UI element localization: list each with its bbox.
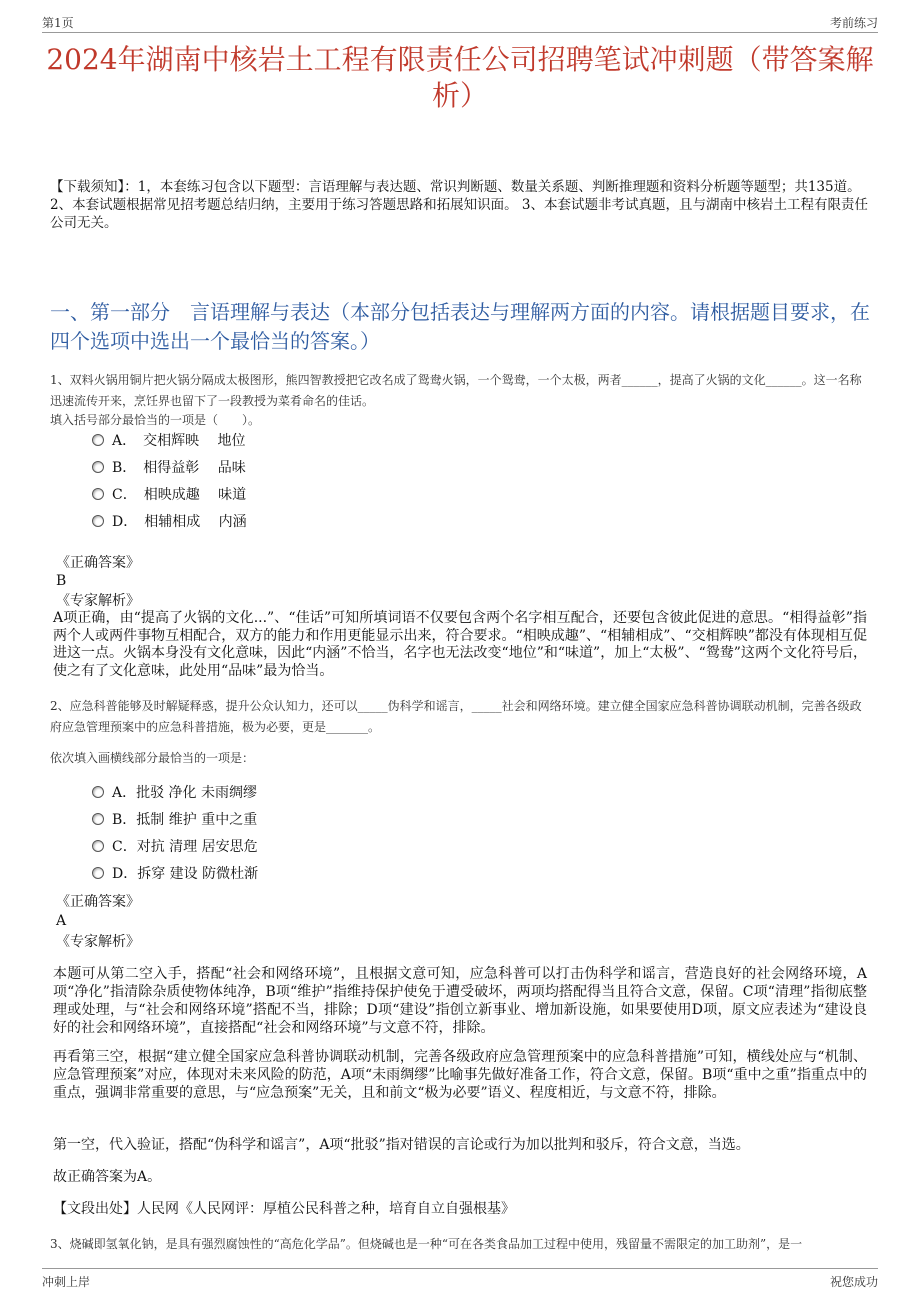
question-2-analysis-p1: 本题可从第二空入手，搭配“社会和网络环境”，且根据文意可知，应急科普可以打击伪科学和谣言，营造良好的社会网络环境，A项“净化”指清除杂质使物体纯净，B项“维护”指维持保护使免于遭受破坏，两项均搭配得当且符合文意，保留。C项“清理”指彻底整理或处理，与“社会和网络环境”搭配不当，排除；D项“建设”指创立新事业、增加新设施，如果要使用D项，原文应表述为“建设良好的社会和网络环境”，直接搭配“社会和网络环境”与文意不符，排除。 — [53, 966, 867, 1036]
question-2-prompt: 依次填入画横线部分最恰当的一项是： — [50, 751, 255, 765]
page-number: 第1页 — [42, 16, 74, 30]
page-header — [42, 14, 878, 33]
question-2-answer-label: 《正确答案》 — [56, 894, 140, 910]
question-1-answer-label: 《正确答案》 — [56, 555, 140, 571]
question-1-option-c[interactable]: C． 相映成趣 味道 — [92, 485, 246, 505]
question-2-option-c[interactable]: C．对抗 清理 居安思危 — [92, 837, 258, 857]
page-footer — [42, 1268, 878, 1293]
radio-icon[interactable] — [92, 488, 104, 500]
radio-icon[interactable] — [92, 813, 104, 825]
question-1-analysis: A项正确，由“提高了火锅的文化...”、“佳话”可知所填词语不仅要包含两个名字相互配合，还要包含彼此促进的意思。“相得益彰”指两个人或两件事物互相配合，双方的能力和作用更能显示出来，符合要求。“相映成趣”、“相辅相成”、“交相辉映”都没有体现相互促进这一点。火锅本身没有文化意味，因此“内涵”不恰当，名字也无法改变“地位”和“味道”，加上“太极”、“鸳鸯”这两个文化符号后，使之有了文化意味，此处用“品味”最为恰当。 — [53, 610, 867, 679]
question-2-analysis-p3: 第一空，代入验证，搭配“伪科学和谣言”，A项“批驳”指对错误的言论或行为加以批判和驳斥，符合文意，当选。 — [53, 1137, 750, 1153]
question-2-option-b[interactable]: B．抵制 维护 重中之重 — [92, 810, 257, 830]
question-1-option-b[interactable]: B． 相得益彰 品味 — [92, 458, 246, 478]
radio-icon[interactable] — [92, 867, 104, 879]
section-heading: 一、第一部分 言语理解与表达（本部分包括表达与理解两方面的内容。请根据题目要求，在四个选项中选出一个最恰当的答案。） — [50, 300, 870, 353]
question-2-stem: 2、应急科普能够及时解疑释惑，提升公众认知力，还可以_____伪科学和谣言，_____社会和网络环境。建立健全国家应急科普协调联动机制，完善各级政府应急管理预案中的应急科普措施，极为必要，更是_______。 — [50, 699, 862, 734]
download-notice: 【下载须知】：1，本套练习包含以下题型：言语理解与表达题、常识判断题、数量关系题、判断推理题和资料分析题等题型；共135道。 2、本套试题根据常见招考题总结归纳，主要用于练习答题思路和拓展知识面。 3、本套试题非考试真题，且与湖南中核岩土工程有限责任公司无关。 — [50, 179, 868, 231]
question-1-stem: 1、双料火锅用铜片把火锅分隔成太极图形，熊四智教授把它改名成了鸳鸯火锅，一个鸳鸯，一个太极，两者______，提高了火锅的文化______。这一名称迅速流传开来，烹饪界也留下了一段教授为菜肴命名的佳话。 — [50, 373, 862, 408]
document-title: 2024年湖南中核岩土工程有限责任公司招聘笔试冲刺题（带答案解析） — [46, 43, 874, 112]
question-1-option-a[interactable]: A． 交相辉映 地位 — [92, 431, 246, 451]
question-1-analysis-label: 《专家解析》 — [56, 593, 140, 609]
footer-right: 祝您成功 — [829, 1275, 878, 1289]
footer-left: 冲刺上岸 — [42, 1275, 91, 1289]
radio-icon[interactable] — [92, 461, 104, 473]
radio-icon[interactable] — [92, 434, 104, 446]
question-1-option-d[interactable]: D． 相辅相成 内涵 — [92, 512, 247, 532]
question-1-answer: B — [56, 573, 67, 589]
question-2-analysis-p4: 故正确答案为A。 — [53, 1169, 162, 1185]
question-2-option-a[interactable]: A．批驳 净化 未雨绸缪 — [92, 783, 257, 803]
header-tag: 考前练习 — [829, 16, 878, 30]
question-2-answer: A — [56, 913, 67, 929]
question-3-stem: 3、烧碱即氢氧化钠，是具有强烈腐蚀性的“高危化学品”。但烧碱也是一种“可在各类食品加工过程中使用，残留量不需限定的加工助剂”，是一 — [50, 1237, 803, 1251]
radio-icon[interactable] — [92, 786, 104, 798]
radio-icon[interactable] — [92, 840, 104, 852]
question-2-analysis-p2: 再看第三空，根据“建立健全国家应急科普协调联动机制，完善各级政府应急管理预案中的应急科普措施”可知，横线处应与“机制、应急管理预案”对应，体现对未来风险的防范，A项“未雨绸缪”比喻事先做好准备工作，符合文意，保留。B项“重中之重”指重点中的重点，强调非常重要的意思，与“应急预案”无关，且和前文“极为必要”语义、程度相近，与文意不符，排除。 — [53, 1049, 867, 1101]
question-1-prompt: 填入括号部分最恰当的一项是（ ）。 — [50, 413, 261, 427]
question-2-analysis-label: 《专家解析》 — [56, 934, 140, 950]
radio-icon[interactable] — [92, 515, 104, 527]
question-2-source: 【文段出处】人民网《人民网评：厚植公民科普之种，培育自立自强根基》 — [53, 1201, 515, 1217]
question-2-option-d[interactable]: D．拆穿 建设 防微杜渐 — [92, 864, 258, 884]
